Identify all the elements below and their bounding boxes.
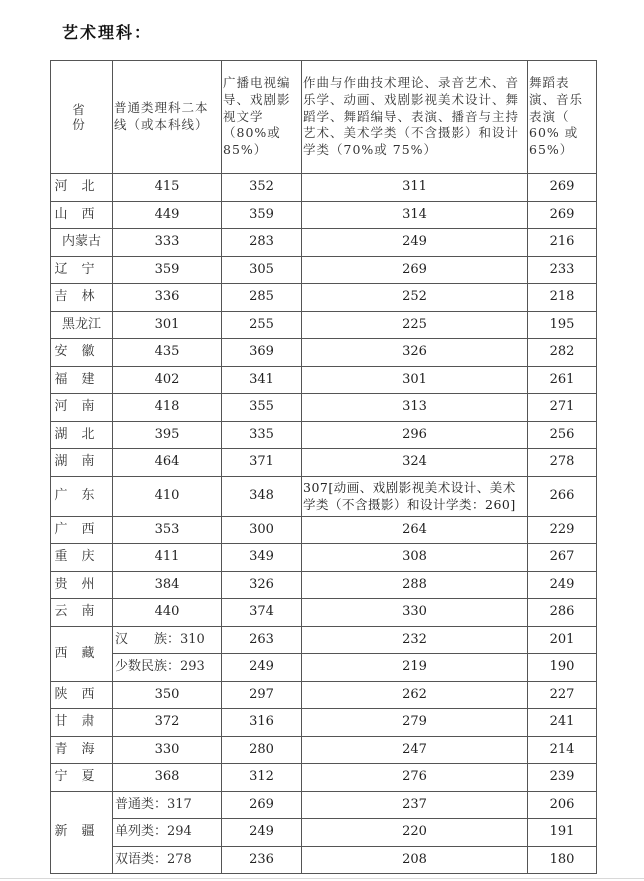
table-row-guangdong (51, 476, 597, 516)
col4-cell: 214 (528, 736, 597, 764)
table-row-xinjiang-separate (51, 819, 597, 847)
col1-cell: 333 (113, 229, 222, 257)
table-row (51, 174, 597, 202)
col1-cell: 464 (113, 449, 222, 477)
col2-cell: 316 (222, 709, 302, 737)
col3-cell: 269 (302, 256, 528, 284)
province-cell: 宁夏 (51, 764, 113, 792)
col2-cell: 349 (222, 544, 302, 572)
province-cell: 安徽 (51, 339, 113, 367)
col2-cell: 280 (222, 736, 302, 764)
col2-cell: 355 (222, 394, 302, 422)
col1-cell: 汉 族：310 (113, 626, 222, 654)
col4-cell: 261 (528, 366, 597, 394)
col4-cell: 227 (528, 681, 597, 709)
header-col2-broadcast-directing: 广播电视编导、戏剧影视文学（80%或85%） (222, 61, 302, 174)
col4-cell: 271 (528, 394, 597, 422)
col1-cell: 402 (113, 366, 222, 394)
province-cell: 贵州 (51, 571, 113, 599)
table-row (51, 681, 597, 709)
col2-cell: 236 (222, 846, 302, 874)
table-row (51, 571, 597, 599)
col3-cell: 276 (302, 764, 528, 792)
header-col1-second-tier-line: 普通类理科二本线（或本科线） (113, 61, 222, 174)
province-cell: 河北 (51, 174, 113, 202)
col3-cell: 330 (302, 599, 528, 627)
col4-cell: 195 (528, 311, 597, 339)
col2-cell: 249 (222, 654, 302, 682)
col3-cell: 262 (302, 681, 528, 709)
col2-cell: 326 (222, 571, 302, 599)
col3-cell: 279 (302, 709, 528, 737)
col4-cell: 266 (528, 476, 597, 516)
table-header-row (51, 61, 597, 174)
col3-cell: 326 (302, 339, 528, 367)
table-row-tibet-minority (51, 654, 597, 682)
province-cell: 黑龙江 (51, 311, 113, 339)
table-row (51, 394, 597, 422)
col1-cell: 双语类：278 (113, 846, 222, 874)
col4-cell: 256 (528, 421, 597, 449)
col1-cell: 少数民族：293 (113, 654, 222, 682)
table-row (51, 201, 597, 229)
col4-cell: 282 (528, 339, 597, 367)
province-cell: 湖南 (51, 449, 113, 477)
col4-cell: 241 (528, 709, 597, 737)
province-cell: 吉林 (51, 284, 113, 312)
col3-cell: 249 (302, 229, 528, 257)
table-row (51, 229, 597, 257)
art-science-score-table (50, 60, 597, 874)
col2-cell: 312 (222, 764, 302, 792)
col3-cell: 264 (302, 516, 528, 544)
col2-cell: 359 (222, 201, 302, 229)
table-row-tibet-han (51, 626, 597, 654)
col3-cell: 232 (302, 626, 528, 654)
table-row (51, 284, 597, 312)
col2-cell: 283 (222, 229, 302, 257)
col1-cell: 330 (113, 736, 222, 764)
col3-cell: 288 (302, 571, 528, 599)
header-col4-dance-music-performance: 舞蹈表演、音乐表演（ 60% 或 65%） (528, 61, 597, 174)
page-title: 艺术理科： (62, 23, 153, 42)
col2-cell: 374 (222, 599, 302, 627)
col2-cell: 255 (222, 311, 302, 339)
table-row (51, 709, 597, 737)
col4-cell: 201 (528, 626, 597, 654)
table-row (51, 366, 597, 394)
col4-cell: 269 (528, 201, 597, 229)
table-row-xinjiang-bilingual (51, 846, 597, 874)
province-cell: 山西 (51, 201, 113, 229)
col4-cell: 267 (528, 544, 597, 572)
col1-cell: 384 (113, 571, 222, 599)
col1-cell: 440 (113, 599, 222, 627)
table-row (51, 599, 597, 627)
col3-cell: 219 (302, 654, 528, 682)
col4-cell: 191 (528, 819, 597, 847)
col2-cell: 335 (222, 421, 302, 449)
col4-cell: 249 (528, 571, 597, 599)
table-row-xinjiang-general (51, 791, 597, 819)
col1-cell: 301 (113, 311, 222, 339)
col2-cell: 300 (222, 516, 302, 544)
col4-cell: 218 (528, 284, 597, 312)
col4-cell: 206 (528, 791, 597, 819)
province-cell: 陕西 (51, 681, 113, 709)
table-row (51, 256, 597, 284)
col4-cell: 239 (528, 764, 597, 792)
col2-cell: 285 (222, 284, 302, 312)
col2-cell: 369 (222, 339, 302, 367)
col3-cell: 311 (302, 174, 528, 202)
col4-cell: 233 (528, 256, 597, 284)
col3-cell: 313 (302, 394, 528, 422)
province-cell: 福建 (51, 366, 113, 394)
province-cell: 云南 (51, 599, 113, 627)
col2-cell: 341 (222, 366, 302, 394)
col3-cell: 247 (302, 736, 528, 764)
col3-cell: 301 (302, 366, 528, 394)
col1-cell: 415 (113, 174, 222, 202)
col3-cell: 208 (302, 846, 528, 874)
province-cell: 甘肃 (51, 709, 113, 737)
province-cell: 西藏 (51, 626, 113, 681)
col1-cell: 353 (113, 516, 222, 544)
col4-cell: 286 (528, 599, 597, 627)
table-row (51, 736, 597, 764)
province-cell: 青海 (51, 736, 113, 764)
col2-cell: 263 (222, 626, 302, 654)
col1-cell: 336 (113, 284, 222, 312)
col3-cell: 308 (302, 544, 528, 572)
col2-cell: 297 (222, 681, 302, 709)
col3-cell: 225 (302, 311, 528, 339)
col3-cell: 237 (302, 791, 528, 819)
table-row (51, 516, 597, 544)
col2-cell: 348 (222, 476, 302, 516)
col1-cell: 435 (113, 339, 222, 367)
col1-cell: 410 (113, 476, 222, 516)
col4-cell: 216 (528, 229, 597, 257)
col3-cell: 314 (302, 201, 528, 229)
col2-cell: 352 (222, 174, 302, 202)
col2-cell: 249 (222, 819, 302, 847)
col2-cell: 305 (222, 256, 302, 284)
province-cell: 湖北 (51, 421, 113, 449)
col2-cell: 371 (222, 449, 302, 477)
col4-cell: 278 (528, 449, 597, 477)
province-cell: 内蒙古 (51, 229, 113, 257)
col3-cell: 296 (302, 421, 528, 449)
col1-cell: 单列类：294 (113, 819, 222, 847)
col3-cell: 220 (302, 819, 528, 847)
col1-cell: 372 (113, 709, 222, 737)
province-cell: 重庆 (51, 544, 113, 572)
table-row (51, 544, 597, 572)
table-row (51, 421, 597, 449)
col1-cell: 418 (113, 394, 222, 422)
col1-cell: 350 (113, 681, 222, 709)
col2-cell: 269 (222, 791, 302, 819)
province-cell: 广东 (51, 476, 113, 516)
col1-cell: 449 (113, 201, 222, 229)
col1-cell: 395 (113, 421, 222, 449)
province-cell: 新疆 (51, 791, 113, 874)
page-bottom-divider (0, 878, 644, 879)
col3-cell-with-note: 307[动画、戏剧影视美术设计、美术学类（不含摄影）和设计学类：260] (302, 476, 528, 516)
col1-cell: 359 (113, 256, 222, 284)
col4-cell: 180 (528, 846, 597, 874)
table-row (51, 764, 597, 792)
col4-cell: 269 (528, 174, 597, 202)
province-cell: 河南 (51, 394, 113, 422)
table-row (51, 449, 597, 477)
table-row (51, 311, 597, 339)
table-row (51, 339, 597, 367)
col1-cell: 411 (113, 544, 222, 572)
col4-cell: 229 (528, 516, 597, 544)
header-col3-composition-arts: 作曲与作曲技术理论、录音艺术、音乐学、动画、戏剧影视美术设计、舞蹈学、舞蹈编导、表演、播音与主持艺术、美术学类（不含摄影）和设计学类（70%或 75%） (302, 61, 528, 174)
col3-cell: 324 (302, 449, 528, 477)
header-province: 省 份 (51, 61, 113, 174)
col1-cell: 368 (113, 764, 222, 792)
col4-cell: 190 (528, 654, 597, 682)
col1-cell: 普通类：317 (113, 791, 222, 819)
province-cell: 辽宁 (51, 256, 113, 284)
col3-cell: 252 (302, 284, 528, 312)
province-cell: 广西 (51, 516, 113, 544)
